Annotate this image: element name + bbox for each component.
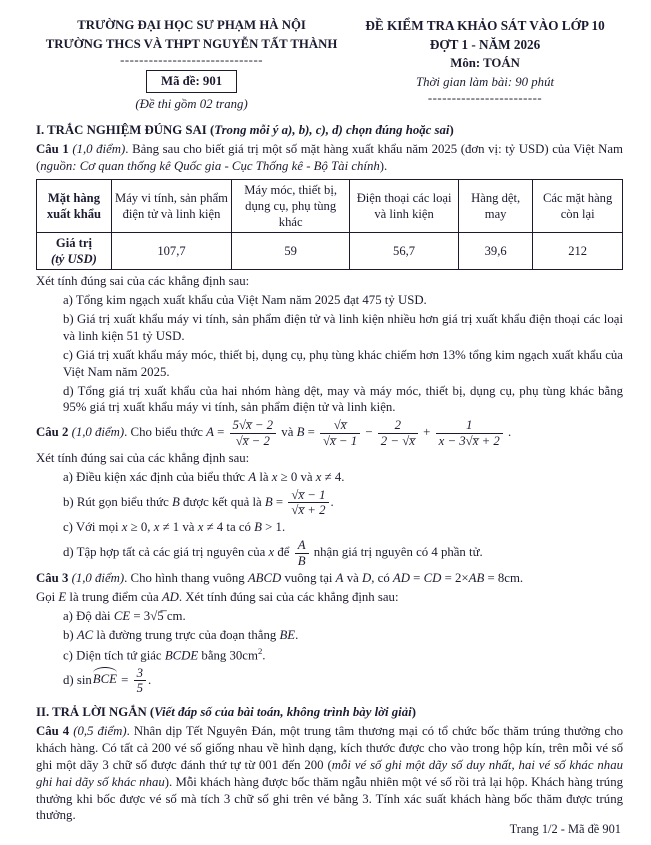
exam-code-row [36, 67, 347, 95]
statement-b: b) AC là đường trung trực của đoạn thẳng BE. [63, 627, 299, 642]
exam-round: ĐỢT 1 - NĂM 2026 [429, 37, 541, 53]
row-label-line2: (tỷ USD) [51, 252, 97, 267]
divider-dashes-left: ------------------------------ [120, 53, 263, 68]
section-1-heading: I. TRẮC NGHIỆM ĐÚNG SAI (Trong mỗi ý a), b), c), d) chọn đúng hoặc sai) [36, 123, 454, 138]
table-header-cell: Máy móc, thiết bị, dụng cụ, phụ tùng khác [232, 179, 350, 232]
table-value-cell: 107,7 [111, 232, 231, 269]
statement-b: b) Rút gọn biểu thức B được kết quả là B = $\frac{√x̅ - 1}{√x̅ + 2}$ . [63, 487, 334, 518]
cau2-check-line: Xét tính đúng sai của các khẳng định sau: [36, 450, 250, 465]
exam-subject: Môn: TOÁN [450, 56, 520, 71]
table-header-cell: Máy vi tính, sản phẩm điện tử và linh kiện [111, 179, 231, 232]
math-angle-arc: BCE [92, 669, 118, 688]
exam-title: ĐỀ KIỂM TRA KHẢO SÁT VÀO LỚP 10 [365, 18, 605, 33]
math-fraction: $\frac{3}{5}$ [134, 666, 146, 696]
table-header-cell: Các mặt hàng còn lại [533, 179, 623, 232]
statement-d: d) Tập hợp tất cả các giá trị nguyên của x để $\frac{A}{B}$ nhận giá trị nguyên có 4 phần tử. [63, 538, 483, 568]
cau3-items [36, 608, 623, 696]
table-value-cell: 56,7 [350, 232, 459, 269]
divider-dashes-right: ------------------------ [427, 91, 543, 106]
table-header-cell: Điện thoại các loại và linh kiện [350, 179, 459, 232]
table-value-cell: 39,6 [458, 232, 532, 269]
section-2-heading: II. TRẢ LỜI NGẮN (Viết đáp số của bài toán, không trình bày lời giải) [36, 705, 416, 720]
math-fraction: $\frac{A}{B}$ [295, 538, 309, 568]
table-header-row [37, 179, 623, 232]
header-left [36, 16, 347, 113]
pages-note: (Đề thi gồm 02 trang) [135, 96, 248, 111]
table-row-label [37, 232, 112, 269]
exam-header [36, 16, 623, 113]
exam-duration: Thời gian làm bài: 90 phút [416, 74, 555, 89]
cau1-check-line: Xét tính đúng sai của các khẳng định sau: [36, 274, 250, 289]
cau1-intro: Câu 1 (1,0 điểm). Bảng sau cho biết giá trị một số mặt hàng xuất khẩu năm 2025 (đơn vị: tỷ USD) của Việt Nam (nguồn: Cơ quan thống kê Quốc gia - Cục Thống kê - Bộ Tài chính). [36, 141, 624, 173]
cau1-items [36, 292, 623, 416]
math-fraction: $\frac{√x̅}{√x̅ - 1}$ [320, 418, 360, 448]
statement-c: c) Diện tích tứ giác BCDE bằng $30cm^2$. [63, 645, 266, 662]
cau2-intro: Câu 2 (1,0 điểm). Cho biểu thức A = $\frac{5√x̅ - 2}{√x̅ - 2}$ và B = $\frac{√x̅}{√x̅ - 1}$ − $\frac{2}{2 - √x̅}$ + $\frac{1}{x - 3√x̅ + 2}$ . [36, 418, 512, 448]
table-value-cell: 212 [533, 232, 623, 269]
exam-code-box: Mã đề: 901 [146, 70, 237, 93]
school-name-1: TRƯỜNG ĐẠI HỌC SƯ PHẠM HÀ NỘI [77, 18, 306, 32]
statement-a: a) Điều kiện xác định của biểu thức A là x ≥ 0 và x ≠ 4. [63, 469, 345, 484]
statement-a: a) Độ dài CE = 3√5̅ cm. [63, 608, 186, 623]
statement-a: a) Tổng kim ngạch xuất khẩu của Việt Nam năm 2025 đạt 475 tỷ USD. [63, 293, 427, 308]
cau3-line2: Gọi E là trung điểm của AD. Xét tính đúng sai của các khẳng định sau: [36, 589, 399, 604]
math-fraction: $\frac{√x̅ - 1}{√x̅ + 2}$ [288, 488, 328, 518]
table-value-row [37, 232, 623, 269]
cau4-text: Câu 4 (0,5 điểm). Nhân dịp Tết Nguyên Đán, một trung tâm thương mại có tổ chức bốc thăm trúng thưởng cho khách hàng. Có tất cả 200 vé số giống nhau về hình dạng, kích thước được cho vào trong hộp kín, trên mỗi vé số ghi một dãy 3 chữ số được đánh thứ tự từ 001 đến 200 (mỗi vé số ghi một dãy số duy nhất, hai vé số khác nhau ghi hai dãy số khác nhau). Mỗi khách hàng được bốc thăm ngẫu nhiên một vé số rồi trả lại hộp. Khách hàng trúng thưởng khi bốc được vé số mà tích 3 chữ số ghi trên vé bằng 3. Tính xác suất khách hàng bốc thăm được trúng thưởng. [36, 723, 623, 823]
cau2-items [36, 469, 623, 568]
page-footer: Trang 1/2 - Mã đề 901 [509, 822, 621, 836]
statement-d: d) sinBCE = $\frac{3}{5}$ . [63, 665, 152, 696]
table-value-cell: 59 [232, 232, 350, 269]
header-right [347, 16, 623, 113]
export-table [36, 179, 623, 271]
statement-d: d) Tổng giá trị xuất khẩu của hai nhóm hàng dệt, may và máy móc, thiết bị, dụng cụ, phụ tùng khác bằng 95% giá trị xuất khẩu máy vi tính, sản phẩm điện tử và linh kiện. [63, 383, 623, 415]
math-fraction: $\frac{5√x̅ - 2}{√x̅ - 2}$ [230, 418, 277, 448]
school-name-2: TRƯỜNG THCS VÀ THPT NGUYỄN TẤT THÀNH [45, 36, 338, 51]
math-fraction: $\frac{1}{x - 3√x̅ + 2}$ [436, 418, 503, 448]
cau3-intro: Câu 3 (1,0 điểm). Cho hình thang vuông ABCD vuông tại A và D, có AD = CD = 2×AB = 8cm. [36, 570, 524, 585]
statement-c: c) Giá trị xuất khẩu máy móc, thiết bị, dụng cụ, phụ tùng khác chiếm hơn 13% tổng kim ngạch xuất khẩu của Việt Nam năm 2025. [63, 347, 623, 379]
statement-c: c) Với mọi x ≥ 0, x ≠ 1 và x ≠ 4 ta có B > 1. [63, 520, 286, 535]
table-header-cell: Hàng dệt, may [458, 179, 532, 232]
row-label-line1: Giá trị [55, 235, 92, 250]
math-fraction: $\frac{2}{2 - √x̅}$ [378, 418, 418, 448]
statement-b: b) Giá trị xuất khẩu máy vi tính, sản phẩm điện tử và linh kiện nhiều hơn giá trị xuất khẩu điện thoại các loại và linh kiện 51 tỷ USD. [63, 311, 623, 343]
table-corner-cell: Mặt hàng xuất khẩu [37, 179, 112, 232]
